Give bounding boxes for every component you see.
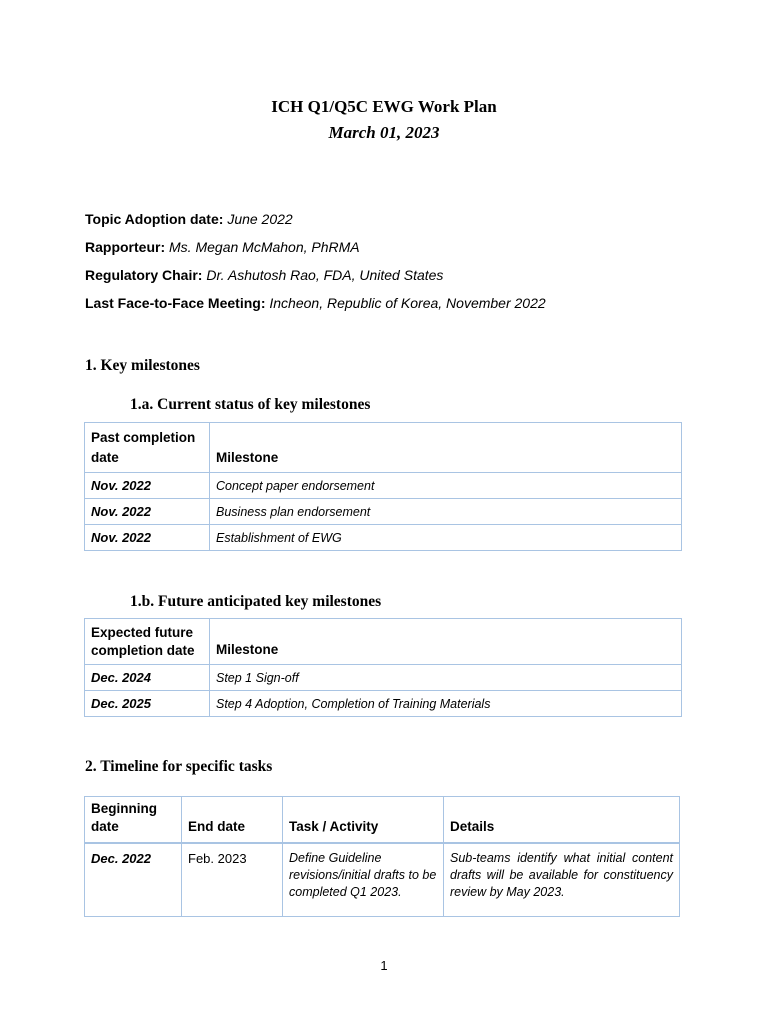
- task-details: Sub-teams identify what initial content drafts will be available for constituency review by May 2023.: [444, 843, 680, 917]
- header-text: End date: [188, 818, 246, 834]
- topic-adoption-row: [85, 209, 546, 237]
- section-heading-timeline: 2. Timeline for specific tasks: [85, 758, 273, 775]
- document-date: March 01, 2023: [328, 123, 440, 142]
- rapporteur-label: Rapporteur:: [85, 239, 166, 255]
- header-text: Expected future completion date: [91, 625, 195, 658]
- table-row: [85, 473, 682, 499]
- regulatory-chair-row: [85, 265, 546, 293]
- table-header-row: [85, 797, 680, 843]
- task-activity: Define Guideline revisions/initial drafts to be completed Q1 2023.: [283, 843, 444, 917]
- subsection-heading-current-status: 1.a. Current status of key milestones: [130, 396, 371, 413]
- header-text: Details: [450, 818, 495, 834]
- header-text: Past completion date: [91, 430, 196, 465]
- column-header-milestone: [210, 423, 682, 473]
- topic-adoption-value: June 2022: [227, 211, 293, 227]
- column-header-end-date: [182, 797, 283, 843]
- regulatory-chair-label: Regulatory Chair:: [85, 267, 203, 283]
- last-meeting-value: Incheon, Republic of Korea, November 2022: [269, 295, 546, 311]
- rapporteur-row: [85, 237, 546, 265]
- milestone-date: Nov. 2022: [85, 473, 210, 499]
- column-header-milestone: [210, 619, 682, 665]
- header-text: Beginning date: [91, 800, 157, 834]
- table-header-row: [85, 619, 682, 665]
- current-milestones-table: [84, 422, 682, 551]
- topic-adoption-label: Topic Adoption date:: [85, 211, 224, 227]
- header-text: Task / Activity: [289, 818, 379, 834]
- task-begin-date: Dec. 2022: [85, 843, 182, 917]
- future-milestones-table: [84, 618, 682, 717]
- milestone-text: Establishment of EWG: [210, 525, 682, 551]
- table-row: [85, 665, 682, 691]
- milestone-text: Step 1 Sign-off: [210, 665, 682, 691]
- column-header-past-completion-date: [85, 423, 210, 473]
- task-end-date: Feb. 2023: [182, 843, 283, 917]
- page-number: 1: [380, 958, 388, 973]
- subsection-heading-future-milestones: 1.b. Future anticipated key milestones: [130, 593, 382, 610]
- column-header-beginning-date: [85, 797, 182, 843]
- last-meeting-row: [85, 293, 546, 321]
- column-header-details: [444, 797, 680, 843]
- table-row: [85, 691, 682, 717]
- table-row: [85, 525, 682, 551]
- milestone-text: Step 4 Adoption, Completion of Training Materials: [210, 691, 682, 717]
- header-text: Milestone: [216, 642, 279, 657]
- milestone-date: Dec. 2024: [85, 665, 210, 691]
- milestone-date: Nov. 2022: [85, 499, 210, 525]
- milestone-text: Business plan endorsement: [210, 499, 682, 525]
- table-row: [85, 499, 682, 525]
- title-block: [0, 95, 768, 147]
- column-header-expected-completion-date: [85, 619, 210, 665]
- column-header-task-activity: [283, 797, 444, 843]
- last-meeting-label: Last Face-to-Face Meeting:: [85, 295, 266, 311]
- table-header-row: [85, 423, 682, 473]
- milestone-text: Concept paper endorsement: [210, 473, 682, 499]
- header-text: Milestone: [216, 450, 279, 465]
- milestone-date: Nov. 2022: [85, 525, 210, 551]
- document-title: ICH Q1/Q5C EWG Work Plan: [271, 97, 497, 116]
- section-heading-key-milestones: 1. Key milestones: [85, 357, 200, 374]
- timeline-table: [84, 796, 680, 917]
- metadata-block: [85, 209, 546, 321]
- regulatory-chair-value: Dr. Ashutosh Rao, FDA, United States: [206, 267, 444, 283]
- table-row: [85, 843, 680, 917]
- rapporteur-value: Ms. Megan McMahon, PhRMA: [169, 239, 360, 255]
- milestone-date: Dec. 2025: [85, 691, 210, 717]
